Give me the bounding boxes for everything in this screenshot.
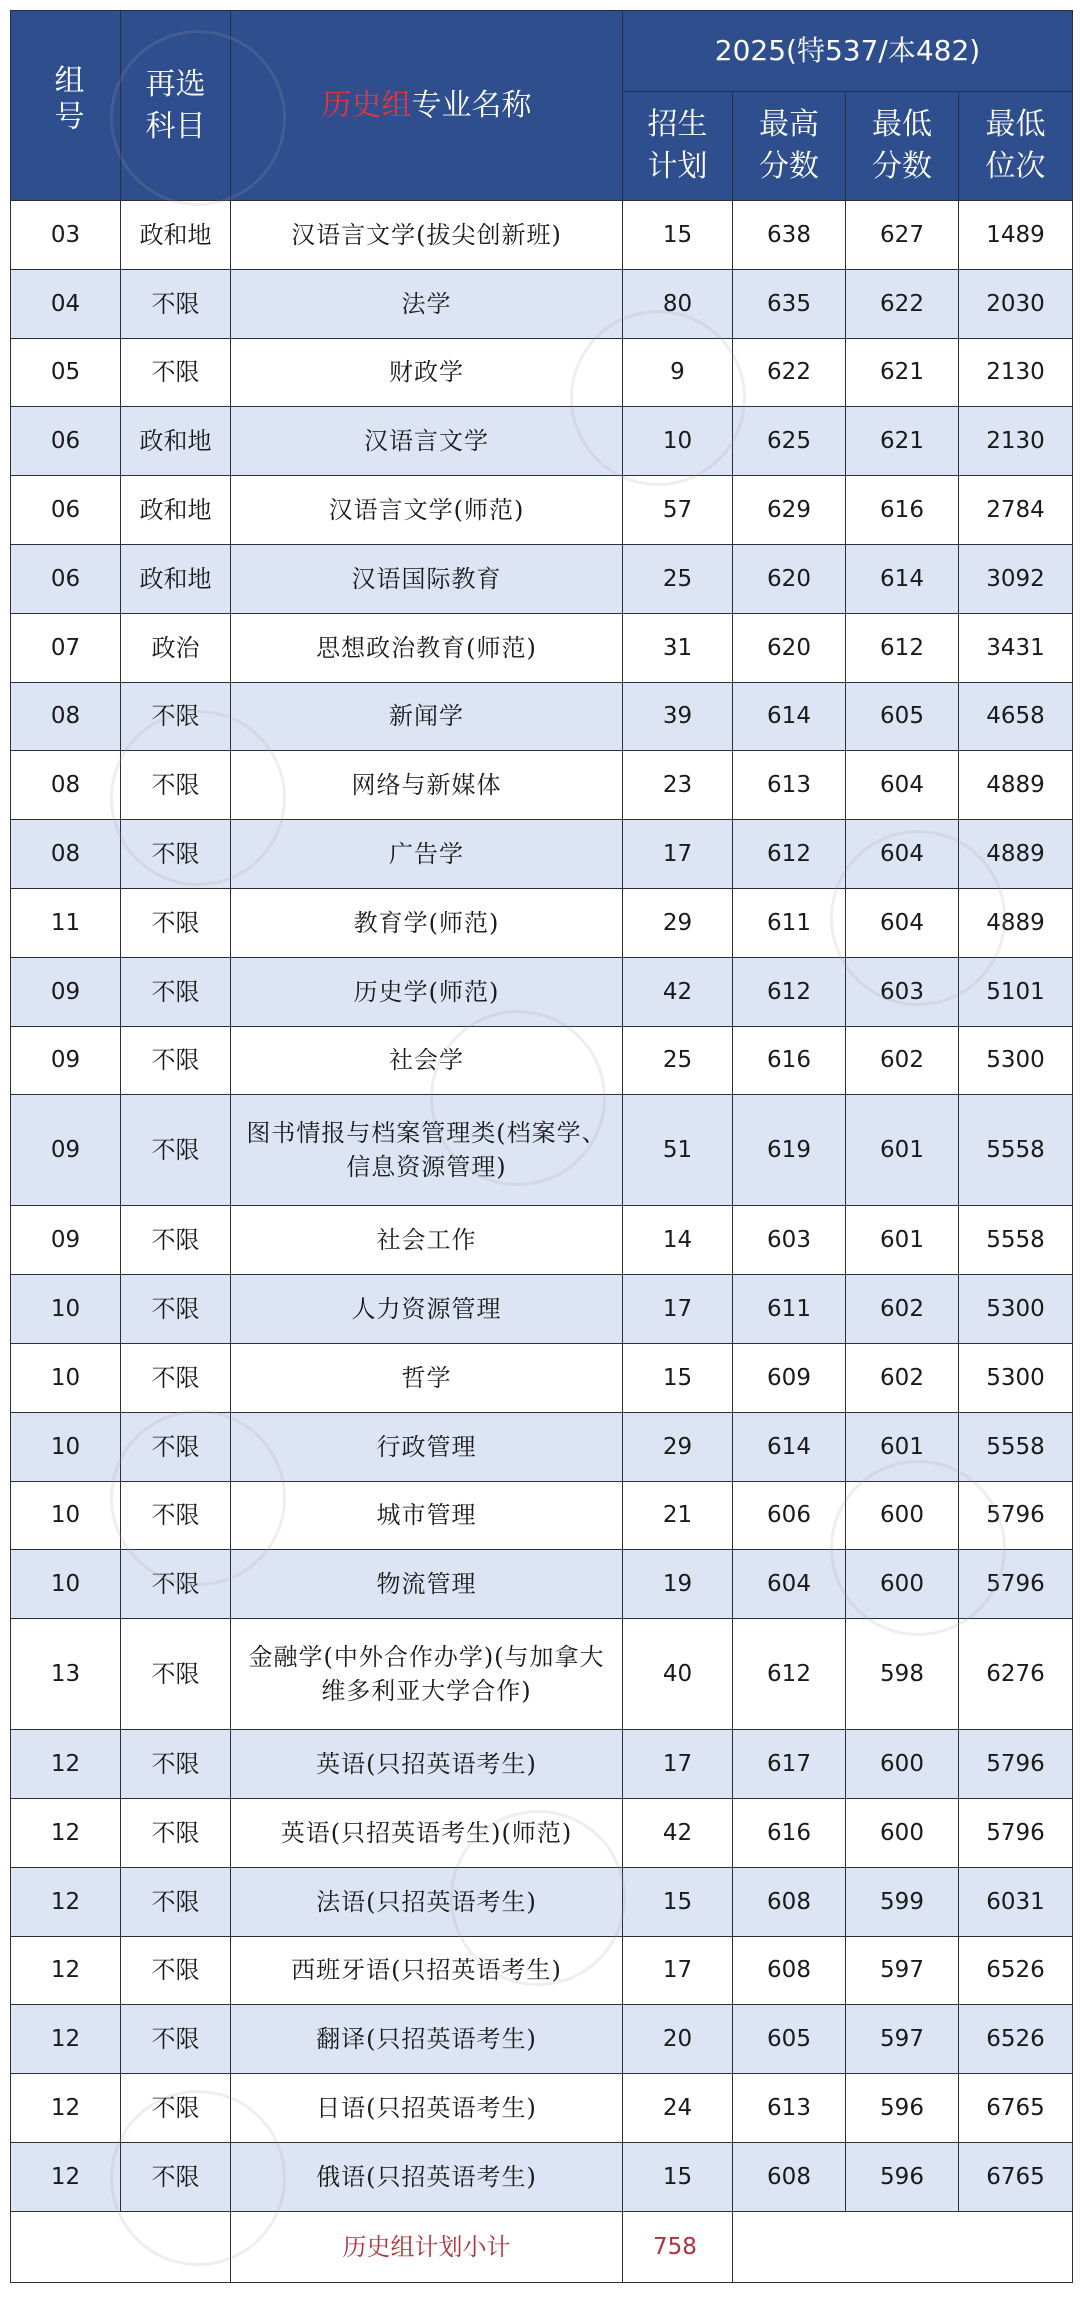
cell-min-rank: 5558 bbox=[959, 1206, 1073, 1275]
header-year-title: 2025(特537/本482) bbox=[623, 11, 1073, 92]
cell-group-no: 10 bbox=[11, 1481, 121, 1550]
cell-max-score: 619 bbox=[733, 1095, 846, 1206]
table-row bbox=[11, 1275, 1073, 1344]
cell-max-score: 612 bbox=[733, 957, 846, 1026]
cell-min-score: 601 bbox=[846, 1095, 959, 1206]
cell-major-name: 日语(只招英语考生) bbox=[231, 2074, 623, 2143]
table-row bbox=[11, 1798, 1073, 1867]
cell-max-score: 608 bbox=[733, 2142, 846, 2211]
cell-reselect-subjects: 不限 bbox=[121, 2074, 231, 2143]
cell-major-name: 英语(只招英语考生) bbox=[231, 1730, 623, 1799]
cell-reselect-subjects: 政和地 bbox=[121, 476, 231, 545]
cell-max-score: 612 bbox=[733, 1619, 846, 1730]
cell-reselect-subjects: 政和地 bbox=[121, 407, 231, 476]
table-row bbox=[11, 1619, 1073, 1730]
cell-major-name: 俄语(只招英语考生) bbox=[231, 2142, 623, 2211]
cell-max-score: 613 bbox=[733, 751, 846, 820]
cell-max-score: 611 bbox=[733, 1275, 846, 1344]
subtotal-label: 历史组计划小计 bbox=[231, 2211, 623, 2282]
cell-max-score: 629 bbox=[733, 476, 846, 545]
table-row bbox=[11, 820, 1073, 889]
cell-plan: 17 bbox=[623, 820, 733, 889]
cell-min-rank: 2784 bbox=[959, 476, 1073, 545]
table-row bbox=[11, 544, 1073, 613]
cell-plan: 24 bbox=[623, 2074, 733, 2143]
cell-min-score: 602 bbox=[846, 1343, 959, 1412]
cell-reselect-subjects: 不限 bbox=[121, 1412, 231, 1481]
table-row bbox=[11, 1095, 1073, 1206]
cell-reselect-subjects: 不限 bbox=[121, 2142, 231, 2211]
cell-plan: 19 bbox=[623, 1550, 733, 1619]
cell-group-no: 08 bbox=[11, 751, 121, 820]
cell-min-rank: 2030 bbox=[959, 269, 1073, 338]
cell-major-name: 汉语言文学(拔尖创新班) bbox=[231, 201, 623, 270]
table-row bbox=[11, 613, 1073, 682]
cell-group-no: 12 bbox=[11, 2005, 121, 2074]
cell-reselect-subjects: 不限 bbox=[121, 1095, 231, 1206]
cell-group-no: 09 bbox=[11, 1095, 121, 1206]
cell-group-no: 09 bbox=[11, 1026, 121, 1095]
cell-reselect-subjects: 不限 bbox=[121, 1206, 231, 1275]
cell-min-rank: 5796 bbox=[959, 1550, 1073, 1619]
cell-min-rank: 3092 bbox=[959, 544, 1073, 613]
cell-max-score: 616 bbox=[733, 1026, 846, 1095]
cell-reselect-subjects: 不限 bbox=[121, 957, 231, 1026]
cell-plan: 31 bbox=[623, 613, 733, 682]
cell-reselect-subjects: 不限 bbox=[121, 1550, 231, 1619]
cell-min-score: 605 bbox=[846, 682, 959, 751]
cell-reselect-subjects: 不限 bbox=[121, 751, 231, 820]
cell-reselect-subjects: 不限 bbox=[121, 269, 231, 338]
cell-reselect-subjects: 不限 bbox=[121, 1867, 231, 1936]
cell-max-score: 620 bbox=[733, 613, 846, 682]
cell-group-no: 12 bbox=[11, 2142, 121, 2211]
cell-major-name: 翻译(只招英语考生) bbox=[231, 2005, 623, 2074]
cell-min-rank: 4889 bbox=[959, 888, 1073, 957]
cell-reselect-subjects: 不限 bbox=[121, 1936, 231, 2005]
table-row bbox=[11, 2074, 1073, 2143]
cell-min-rank: 4658 bbox=[959, 682, 1073, 751]
cell-group-no: 10 bbox=[11, 1550, 121, 1619]
cell-max-score: 614 bbox=[733, 1412, 846, 1481]
cell-major-name: 哲学 bbox=[231, 1343, 623, 1412]
cell-min-rank: 6276 bbox=[959, 1619, 1073, 1730]
cell-min-score: 600 bbox=[846, 1550, 959, 1619]
cell-max-score: 616 bbox=[733, 1798, 846, 1867]
cell-plan: 51 bbox=[623, 1095, 733, 1206]
subtotal-blank bbox=[733, 2211, 1073, 2282]
table-row bbox=[11, 201, 1073, 270]
cell-min-score: 600 bbox=[846, 1798, 959, 1867]
cell-max-score: 609 bbox=[733, 1343, 846, 1412]
cell-plan: 42 bbox=[623, 1798, 733, 1867]
cell-reselect-subjects: 不限 bbox=[121, 888, 231, 957]
cell-group-no: 09 bbox=[11, 957, 121, 1026]
cell-min-score: 601 bbox=[846, 1412, 959, 1481]
cell-group-no: 12 bbox=[11, 2074, 121, 2143]
cell-major-name: 新闻学 bbox=[231, 682, 623, 751]
cell-min-rank: 5101 bbox=[959, 957, 1073, 1026]
cell-min-rank: 2130 bbox=[959, 338, 1073, 407]
cell-plan: 29 bbox=[623, 888, 733, 957]
cell-major-name: 法语(只招英语考生) bbox=[231, 1867, 623, 1936]
cell-plan: 23 bbox=[623, 751, 733, 820]
cell-major-name: 人力资源管理 bbox=[231, 1275, 623, 1344]
cell-major-name: 西班牙语(只招英语考生) bbox=[231, 1936, 623, 2005]
table-row bbox=[11, 1867, 1073, 1936]
cell-reselect-subjects: 不限 bbox=[121, 2005, 231, 2074]
cell-reselect-subjects: 不限 bbox=[121, 1619, 231, 1730]
cell-group-no: 07 bbox=[11, 613, 121, 682]
header-min-rank: 最低位次 bbox=[959, 92, 1073, 201]
cell-major-name: 历史学(师范) bbox=[231, 957, 623, 1026]
cell-reselect-subjects: 不限 bbox=[121, 820, 231, 889]
cell-reselect-subjects: 不限 bbox=[121, 1730, 231, 1799]
cell-major-name: 社会工作 bbox=[231, 1206, 623, 1275]
table-row bbox=[11, 1550, 1073, 1619]
subtotal-blank bbox=[11, 2211, 231, 2282]
cell-max-score: 608 bbox=[733, 1867, 846, 1936]
cell-min-rank: 5558 bbox=[959, 1412, 1073, 1481]
admission-score-table-sheet bbox=[10, 10, 1072, 2284]
header-min-score: 最低分数 bbox=[846, 92, 959, 201]
table-row bbox=[11, 1412, 1073, 1481]
cell-min-score: 612 bbox=[846, 613, 959, 682]
cell-reselect-subjects: 政治 bbox=[121, 613, 231, 682]
cell-min-score: 604 bbox=[846, 751, 959, 820]
cell-min-rank: 1489 bbox=[959, 201, 1073, 270]
cell-min-rank: 4889 bbox=[959, 751, 1073, 820]
cell-plan: 25 bbox=[623, 1026, 733, 1095]
cell-min-score: 596 bbox=[846, 2142, 959, 2211]
cell-plan: 80 bbox=[623, 269, 733, 338]
cell-plan: 14 bbox=[623, 1206, 733, 1275]
cell-major-name: 社会学 bbox=[231, 1026, 623, 1095]
cell-min-rank: 6526 bbox=[959, 2005, 1073, 2074]
cell-plan: 17 bbox=[623, 1730, 733, 1799]
cell-min-score: 598 bbox=[846, 1619, 959, 1730]
cell-min-score: 601 bbox=[846, 1206, 959, 1275]
cell-group-no: 12 bbox=[11, 1730, 121, 1799]
header-major-name bbox=[231, 11, 623, 201]
table-row bbox=[11, 2142, 1073, 2211]
cell-plan: 17 bbox=[623, 1275, 733, 1344]
header-reselect-subjects: 再选科目 bbox=[121, 11, 231, 201]
cell-min-score: 622 bbox=[846, 269, 959, 338]
cell-reselect-subjects: 不限 bbox=[121, 1343, 231, 1412]
table-row bbox=[11, 269, 1073, 338]
cell-min-score: 602 bbox=[846, 1026, 959, 1095]
cell-group-no: 12 bbox=[11, 1936, 121, 2005]
cell-min-rank: 6765 bbox=[959, 2142, 1073, 2211]
cell-group-no: 10 bbox=[11, 1412, 121, 1481]
cell-min-rank: 6031 bbox=[959, 1867, 1073, 1936]
cell-max-score: 605 bbox=[733, 2005, 846, 2074]
table-row bbox=[11, 682, 1073, 751]
table-row bbox=[11, 1730, 1073, 1799]
table-row bbox=[11, 957, 1073, 1026]
header-major-suffix: 专业名称 bbox=[411, 87, 532, 123]
cell-reselect-subjects: 不限 bbox=[121, 1481, 231, 1550]
cell-major-name: 行政管理 bbox=[231, 1412, 623, 1481]
cell-plan: 15 bbox=[623, 1343, 733, 1412]
cell-min-score: 604 bbox=[846, 888, 959, 957]
table-row bbox=[11, 1481, 1073, 1550]
cell-group-no: 03 bbox=[11, 201, 121, 270]
table-row bbox=[11, 1936, 1073, 2005]
cell-group-no: 13 bbox=[11, 1619, 121, 1730]
cell-group-no: 10 bbox=[11, 1343, 121, 1412]
cell-group-no: 06 bbox=[11, 476, 121, 545]
cell-min-score: 616 bbox=[846, 476, 959, 545]
cell-min-score: 621 bbox=[846, 407, 959, 476]
cell-plan: 10 bbox=[623, 407, 733, 476]
cell-major-name: 物流管理 bbox=[231, 1550, 623, 1619]
cell-min-score: 597 bbox=[846, 2005, 959, 2074]
cell-plan: 15 bbox=[623, 1867, 733, 1936]
cell-min-rank: 5796 bbox=[959, 1798, 1073, 1867]
cell-min-score: 599 bbox=[846, 1867, 959, 1936]
cell-min-rank: 5796 bbox=[959, 1481, 1073, 1550]
cell-plan: 40 bbox=[623, 1619, 733, 1730]
cell-group-no: 08 bbox=[11, 820, 121, 889]
cell-reselect-subjects: 政和地 bbox=[121, 201, 231, 270]
cell-min-score: 596 bbox=[846, 2074, 959, 2143]
cell-plan: 57 bbox=[623, 476, 733, 545]
table-row bbox=[11, 1343, 1073, 1412]
cell-plan: 29 bbox=[623, 1412, 733, 1481]
cell-major-name: 汉语国际教育 bbox=[231, 544, 623, 613]
cell-max-score: 603 bbox=[733, 1206, 846, 1275]
cell-max-score: 613 bbox=[733, 2074, 846, 2143]
cell-reselect-subjects: 政和地 bbox=[121, 544, 231, 613]
cell-major-name: 英语(只招英语考生)(师范) bbox=[231, 1798, 623, 1867]
cell-major-name: 城市管理 bbox=[231, 1481, 623, 1550]
cell-max-score: 625 bbox=[733, 407, 846, 476]
cell-reselect-subjects: 不限 bbox=[121, 338, 231, 407]
header-max-score: 最高分数 bbox=[733, 92, 846, 201]
cell-group-no: 06 bbox=[11, 407, 121, 476]
cell-group-no: 12 bbox=[11, 1798, 121, 1867]
cell-plan: 17 bbox=[623, 1936, 733, 2005]
cell-max-score: 622 bbox=[733, 338, 846, 407]
cell-group-no: 12 bbox=[11, 1867, 121, 1936]
table-row bbox=[11, 2005, 1073, 2074]
cell-plan: 15 bbox=[623, 2142, 733, 2211]
cell-min-rank: 6765 bbox=[959, 2074, 1073, 2143]
cell-major-name: 思想政治教育(师范) bbox=[231, 613, 623, 682]
table-row bbox=[11, 407, 1073, 476]
admission-score-table bbox=[10, 10, 1073, 2283]
cell-major-name: 网络与新媒体 bbox=[231, 751, 623, 820]
cell-min-rank: 6526 bbox=[959, 1936, 1073, 2005]
cell-group-no: 09 bbox=[11, 1206, 121, 1275]
cell-major-name: 财政学 bbox=[231, 338, 623, 407]
cell-major-name: 广告学 bbox=[231, 820, 623, 889]
cell-max-score: 608 bbox=[733, 1936, 846, 2005]
cell-major-name: 教育学(师范) bbox=[231, 888, 623, 957]
subtotal-row bbox=[11, 2211, 1073, 2282]
header-group-no: 组号 bbox=[11, 11, 121, 201]
cell-min-score: 627 bbox=[846, 201, 959, 270]
cell-reselect-subjects: 不限 bbox=[121, 682, 231, 751]
table-body bbox=[11, 201, 1073, 2283]
cell-max-score: 604 bbox=[733, 1550, 846, 1619]
cell-plan: 15 bbox=[623, 201, 733, 270]
table-header bbox=[11, 11, 1073, 201]
cell-reselect-subjects: 不限 bbox=[121, 1275, 231, 1344]
cell-group-no: 05 bbox=[11, 338, 121, 407]
cell-min-score: 603 bbox=[846, 957, 959, 1026]
cell-plan: 39 bbox=[623, 682, 733, 751]
cell-min-score: 621 bbox=[846, 338, 959, 407]
cell-plan: 42 bbox=[623, 957, 733, 1026]
cell-max-score: 635 bbox=[733, 269, 846, 338]
cell-min-rank: 5300 bbox=[959, 1343, 1073, 1412]
cell-max-score: 638 bbox=[733, 201, 846, 270]
cell-plan: 25 bbox=[623, 544, 733, 613]
cell-group-no: 04 bbox=[11, 269, 121, 338]
cell-min-rank: 5558 bbox=[959, 1095, 1073, 1206]
table-row bbox=[11, 476, 1073, 545]
cell-major-name: 汉语言文学(师范) bbox=[231, 476, 623, 545]
cell-group-no: 08 bbox=[11, 682, 121, 751]
cell-max-score: 614 bbox=[733, 682, 846, 751]
cell-major-name: 金融学(中外合作办学)(与加拿大维多利亚大学合作) bbox=[231, 1619, 623, 1730]
cell-min-score: 614 bbox=[846, 544, 959, 613]
cell-max-score: 611 bbox=[733, 888, 846, 957]
cell-min-score: 604 bbox=[846, 820, 959, 889]
cell-min-rank: 2130 bbox=[959, 407, 1073, 476]
cell-max-score: 620 bbox=[733, 544, 846, 613]
cell-max-score: 617 bbox=[733, 1730, 846, 1799]
cell-min-rank: 5796 bbox=[959, 1730, 1073, 1799]
cell-max-score: 606 bbox=[733, 1481, 846, 1550]
header-major-prefix: 历史组 bbox=[321, 87, 412, 123]
cell-min-score: 602 bbox=[846, 1275, 959, 1344]
cell-min-rank: 5300 bbox=[959, 1026, 1073, 1095]
cell-min-rank: 4889 bbox=[959, 820, 1073, 889]
cell-group-no: 06 bbox=[11, 544, 121, 613]
cell-max-score: 612 bbox=[733, 820, 846, 889]
cell-group-no: 11 bbox=[11, 888, 121, 957]
cell-plan: 21 bbox=[623, 1481, 733, 1550]
cell-min-score: 600 bbox=[846, 1481, 959, 1550]
cell-reselect-subjects: 不限 bbox=[121, 1798, 231, 1867]
table-row bbox=[11, 751, 1073, 820]
subtotal-value: 758 bbox=[623, 2211, 733, 2282]
cell-major-name: 图书情报与档案管理类(档案学、信息资源管理) bbox=[231, 1095, 623, 1206]
cell-plan: 20 bbox=[623, 2005, 733, 2074]
table-row bbox=[11, 1206, 1073, 1275]
table-row bbox=[11, 888, 1073, 957]
cell-min-rank: 3431 bbox=[959, 613, 1073, 682]
cell-group-no: 10 bbox=[11, 1275, 121, 1344]
cell-min-score: 600 bbox=[846, 1730, 959, 1799]
table-row bbox=[11, 1026, 1073, 1095]
cell-plan: 9 bbox=[623, 338, 733, 407]
cell-major-name: 汉语言文学 bbox=[231, 407, 623, 476]
cell-min-rank: 5300 bbox=[959, 1275, 1073, 1344]
cell-major-name: 法学 bbox=[231, 269, 623, 338]
table-row bbox=[11, 338, 1073, 407]
cell-min-score: 597 bbox=[846, 1936, 959, 2005]
cell-reselect-subjects: 不限 bbox=[121, 1026, 231, 1095]
header-plan: 招生计划 bbox=[623, 92, 733, 201]
